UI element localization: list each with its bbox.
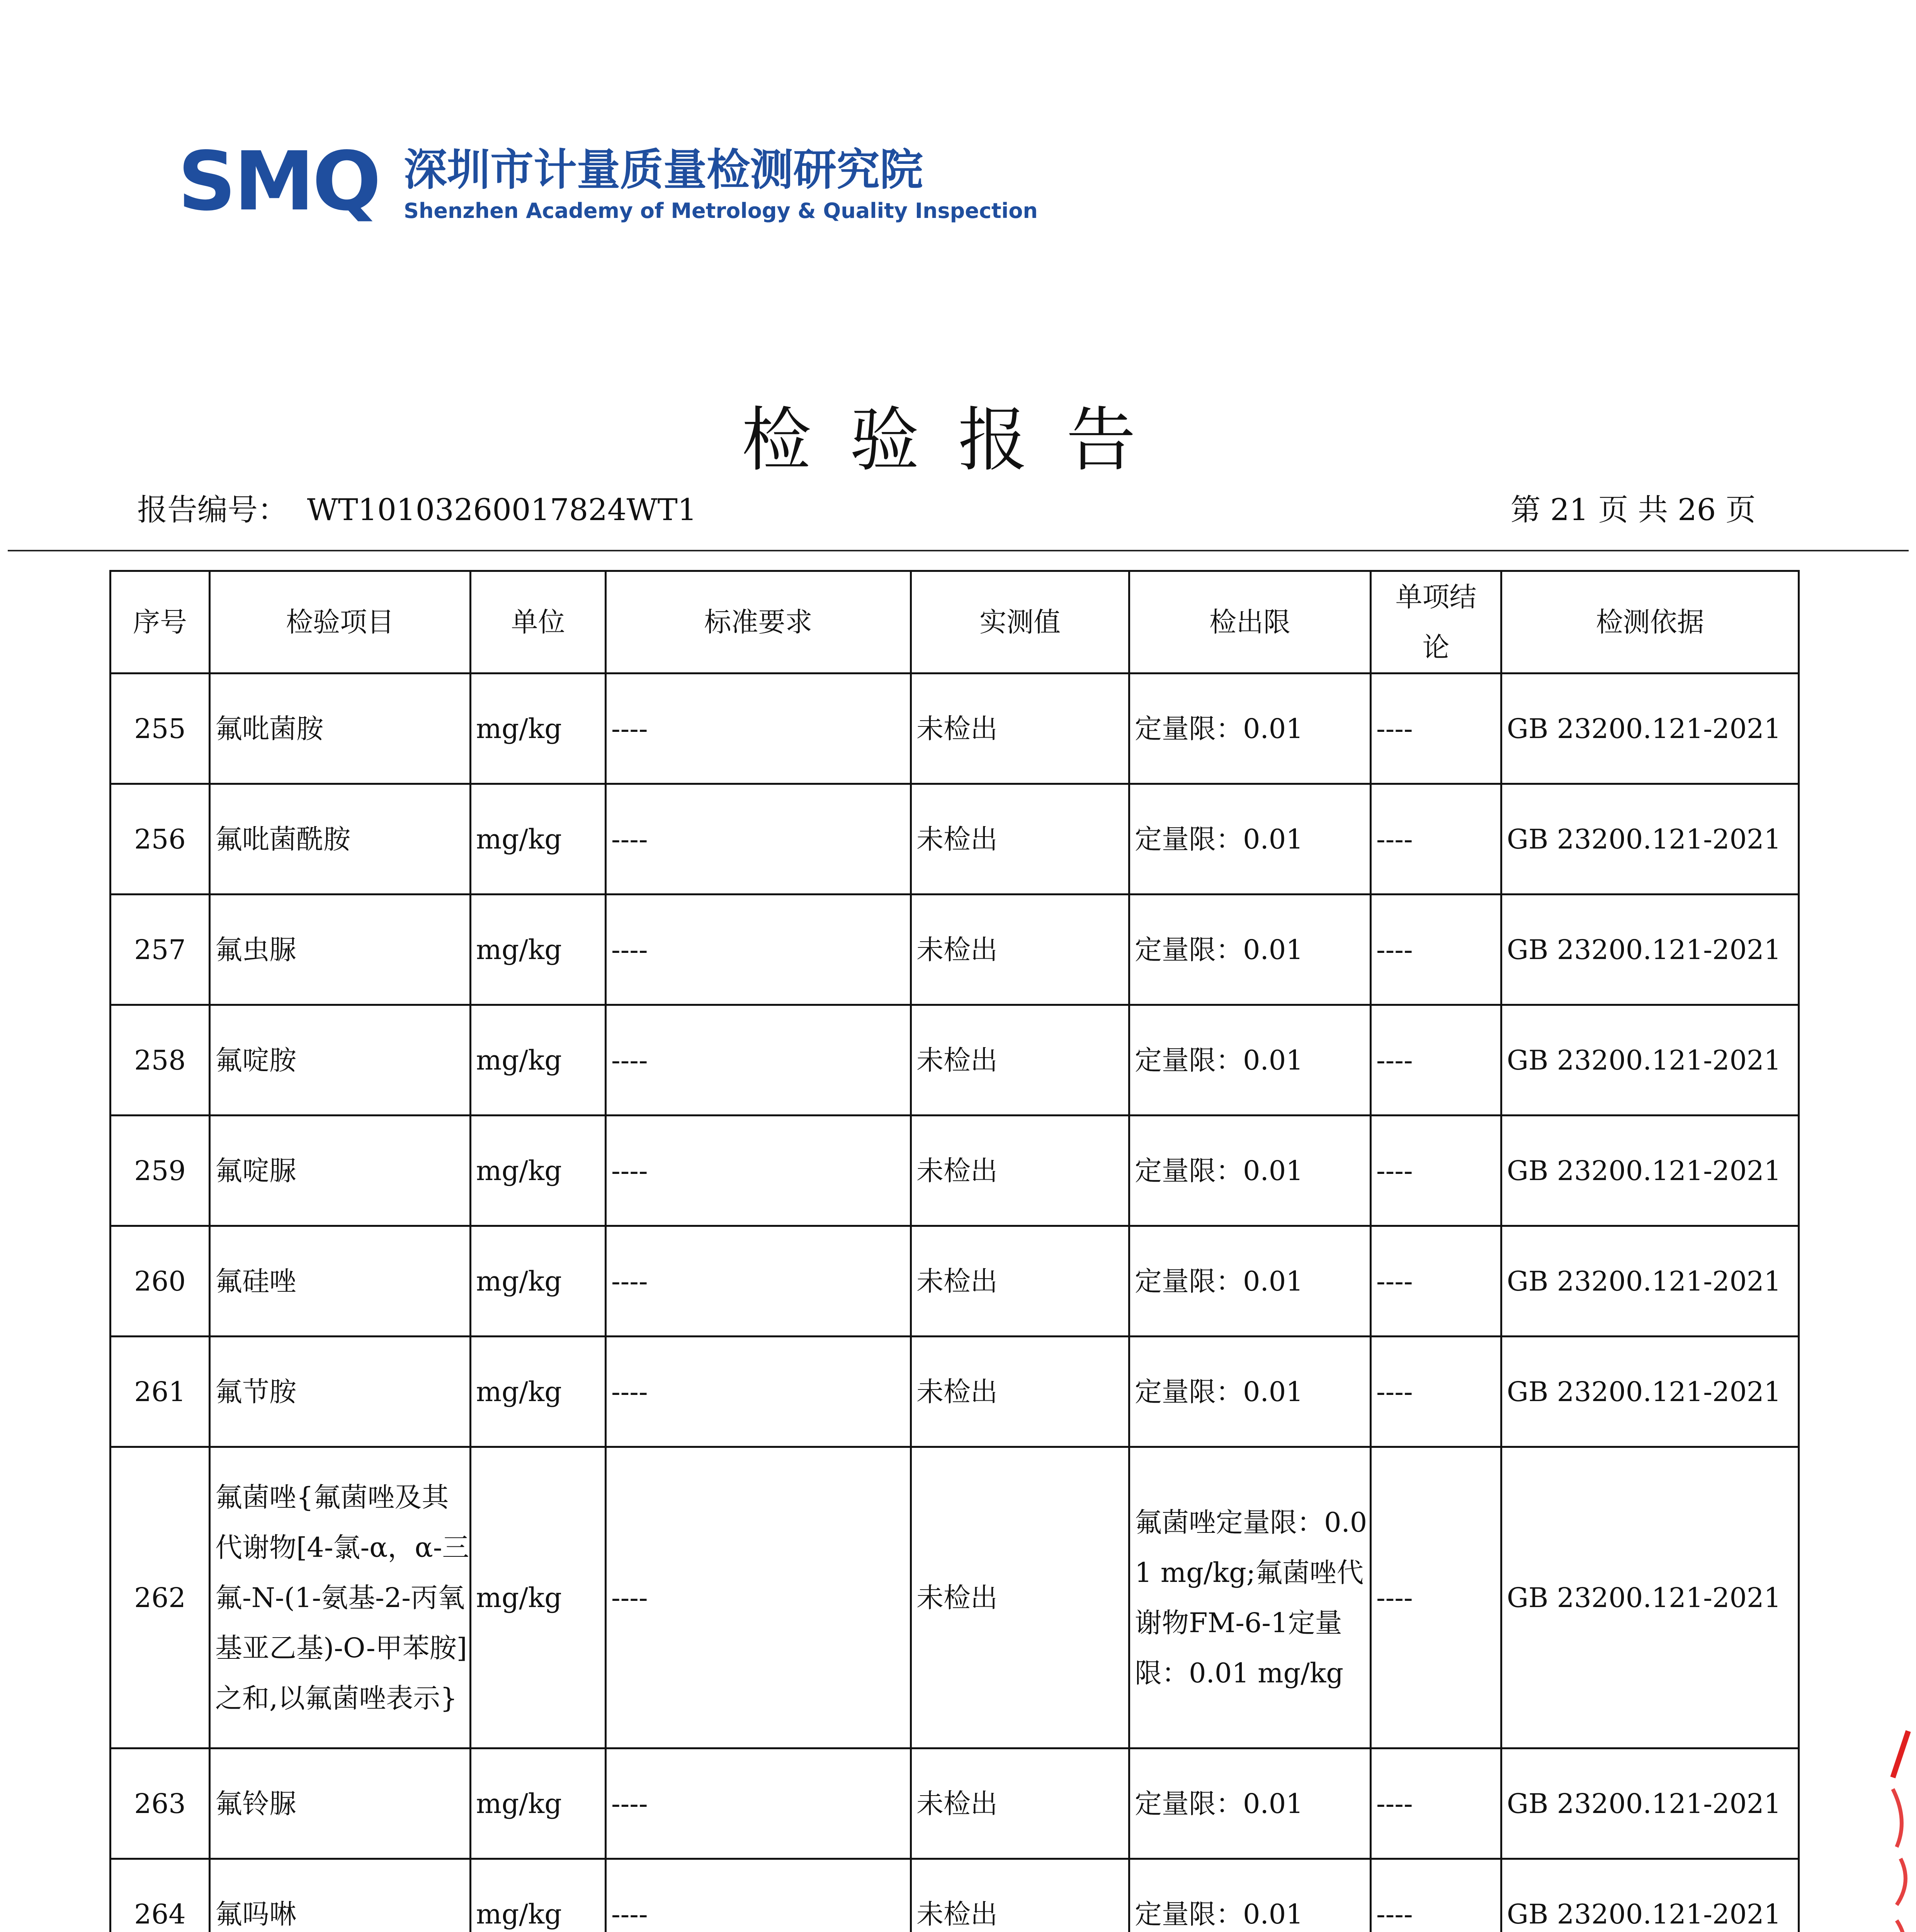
cell-limit: 氟菌唑定量限：0.01 mg/kg;氟菌唑代谢物FM-6-1定量限：0.01 mg/kg: [1129, 1447, 1371, 1748]
cell-value: 未检出: [911, 784, 1129, 895]
cell-requirement: ----: [606, 1447, 911, 1748]
cell-requirement: ----: [606, 1226, 911, 1337]
cell-conclusion: ----: [1371, 673, 1501, 784]
cell-basis: GB 23200.121-2021: [1501, 1116, 1799, 1226]
cell-requirement: ----: [606, 1005, 911, 1116]
table-row: [111, 1859, 1799, 1932]
table-row: [111, 1226, 1799, 1337]
header-value: 实测值: [911, 571, 1129, 673]
cell-no: 257: [111, 895, 210, 1005]
cell-unit: mg/kg: [471, 1116, 606, 1226]
header-item: 检验项目: [210, 571, 471, 673]
cell-basis: GB 23200.121-2021: [1501, 1226, 1799, 1337]
cell-item: 氟硅唑: [210, 1226, 471, 1337]
cell-limit: 定量限：0.01: [1129, 1005, 1371, 1116]
cell-requirement: ----: [606, 1859, 911, 1932]
cell-limit: 定量限：0.01: [1129, 895, 1371, 1005]
header-conclusion: 单项结论: [1371, 571, 1501, 673]
cell-unit: mg/kg: [471, 1226, 606, 1337]
cell-requirement: ----: [606, 673, 911, 784]
table-row: [111, 784, 1799, 895]
table-row: [111, 1337, 1799, 1447]
header-no: 序号: [111, 571, 210, 673]
cell-no: 262: [111, 1447, 210, 1748]
cell-value: 未检出: [911, 895, 1129, 1005]
cell-limit: 定量限：0.01: [1129, 1337, 1371, 1447]
cell-basis: GB 23200.121-2021: [1501, 1447, 1799, 1748]
cell-limit: 定量限：0.01: [1129, 1748, 1371, 1859]
cell-requirement: ----: [606, 1337, 911, 1447]
cell-requirement: ----: [606, 1748, 911, 1859]
org-logo: [178, 134, 1038, 238]
table-row: [111, 673, 1799, 784]
cell-item: 氟啶脲: [210, 1116, 471, 1226]
cell-conclusion: ----: [1371, 1116, 1501, 1226]
cell-basis: GB 23200.121-2021: [1501, 784, 1799, 895]
cell-basis: GB 23200.121-2021: [1501, 673, 1799, 784]
cell-conclusion: ----: [1371, 1337, 1501, 1447]
logo-mark: SMQ: [178, 134, 379, 229]
cell-conclusion: ----: [1371, 1447, 1501, 1748]
org-name-cn: 深圳市计量质量检测研究院: [404, 145, 923, 195]
cell-value: 未检出: [911, 1116, 1129, 1226]
table-header-row: [111, 571, 1799, 673]
seal-stamp: [1885, 1719, 1916, 1932]
table-row: [111, 1116, 1799, 1226]
header-basis: 检测依据: [1501, 571, 1799, 673]
cell-limit: 定量限：0.01: [1129, 1116, 1371, 1226]
cell-unit: mg/kg: [471, 895, 606, 1005]
cell-item: 氟吡菌胺: [210, 673, 471, 784]
cell-limit: 定量限：0.01: [1129, 1226, 1371, 1337]
cell-no: 263: [111, 1748, 210, 1859]
cell-limit: 定量限：0.01: [1129, 673, 1371, 784]
cell-no: 260: [111, 1226, 210, 1337]
cell-unit: mg/kg: [471, 784, 606, 895]
report-number-value: WT10103260017824WT1: [307, 493, 697, 527]
cell-no: 258: [111, 1005, 210, 1116]
report-number: [137, 491, 697, 529]
cell-requirement: ----: [606, 895, 911, 1005]
cell-item: 氟虫脲: [210, 895, 471, 1005]
cell-value: 未检出: [911, 1337, 1129, 1447]
cell-no: 261: [111, 1337, 210, 1447]
cell-value: 未检出: [911, 673, 1129, 784]
cell-conclusion: ----: [1371, 1005, 1501, 1116]
cell-unit: mg/kg: [471, 1005, 606, 1116]
cell-item: 氟吗啉: [210, 1859, 471, 1932]
table-row: [111, 895, 1799, 1005]
cell-value: 未检出: [911, 1005, 1129, 1116]
cell-item: 氟啶胺: [210, 1005, 471, 1116]
cell-item: 氟铃脲: [210, 1748, 471, 1859]
cell-unit: mg/kg: [471, 673, 606, 784]
header-divider: [8, 550, 1909, 551]
cell-unit: mg/kg: [471, 1447, 606, 1748]
report-number-label: 报告编号：: [137, 493, 288, 527]
cell-unit: mg/kg: [471, 1748, 606, 1859]
cell-basis: GB 23200.121-2021: [1501, 1748, 1799, 1859]
cell-value: 未检出: [911, 1748, 1129, 1859]
page-title: 检验报告: [741, 400, 1175, 481]
cell-conclusion: ----: [1371, 1748, 1501, 1859]
cell-unit: mg/kg: [471, 1337, 606, 1447]
cell-unit: mg/kg: [471, 1859, 606, 1932]
cell-basis: GB 23200.121-2021: [1501, 895, 1799, 1005]
org-name-en: Shenzhen Academy of Metrology & Quality Inspection: [404, 199, 1038, 223]
cell-value: 未检出: [911, 1447, 1129, 1748]
header-limit: 检出限: [1129, 571, 1371, 673]
page-info: 第 21 页 共 26 页: [1510, 493, 1756, 527]
cell-conclusion: ----: [1371, 895, 1501, 1005]
cell-conclusion: ----: [1371, 1226, 1501, 1337]
cell-no: 259: [111, 1116, 210, 1226]
cell-requirement: ----: [606, 1116, 911, 1226]
cell-limit: 定量限：0.01: [1129, 784, 1371, 895]
cell-item: 氟节胺: [210, 1337, 471, 1447]
cell-requirement: ----: [606, 784, 911, 895]
table-row: [111, 1005, 1799, 1116]
cell-value: 未检出: [911, 1226, 1129, 1337]
header-requirement: 标准要求: [606, 571, 911, 673]
cell-basis: GB 23200.121-2021: [1501, 1005, 1799, 1116]
cell-conclusion: ----: [1371, 1859, 1501, 1932]
cell-basis: GB 23200.121-2021: [1501, 1337, 1799, 1447]
cell-no: 255: [111, 673, 210, 784]
cell-basis: GB 23200.121-2021: [1501, 1859, 1799, 1932]
cell-item: 氟吡菌酰胺: [210, 784, 471, 895]
cell-conclusion: ----: [1371, 784, 1501, 895]
header-unit: 单位: [471, 571, 606, 673]
results-table: [109, 570, 1800, 1932]
cell-limit: 定量限：0.01: [1129, 1859, 1371, 1932]
cell-no: 256: [111, 784, 210, 895]
cell-value: 未检出: [911, 1859, 1129, 1932]
table-row: [111, 1447, 1799, 1748]
cell-item: 氟菌唑{氟菌唑及其代谢物[4-氯-α，α-三氟-N-(1-氨基-2-丙氧基亚乙基)-O-甲苯胺]之和,以氟菌唑表示}: [210, 1447, 471, 1748]
cell-no: 264: [111, 1859, 210, 1932]
table-row: [111, 1748, 1799, 1859]
